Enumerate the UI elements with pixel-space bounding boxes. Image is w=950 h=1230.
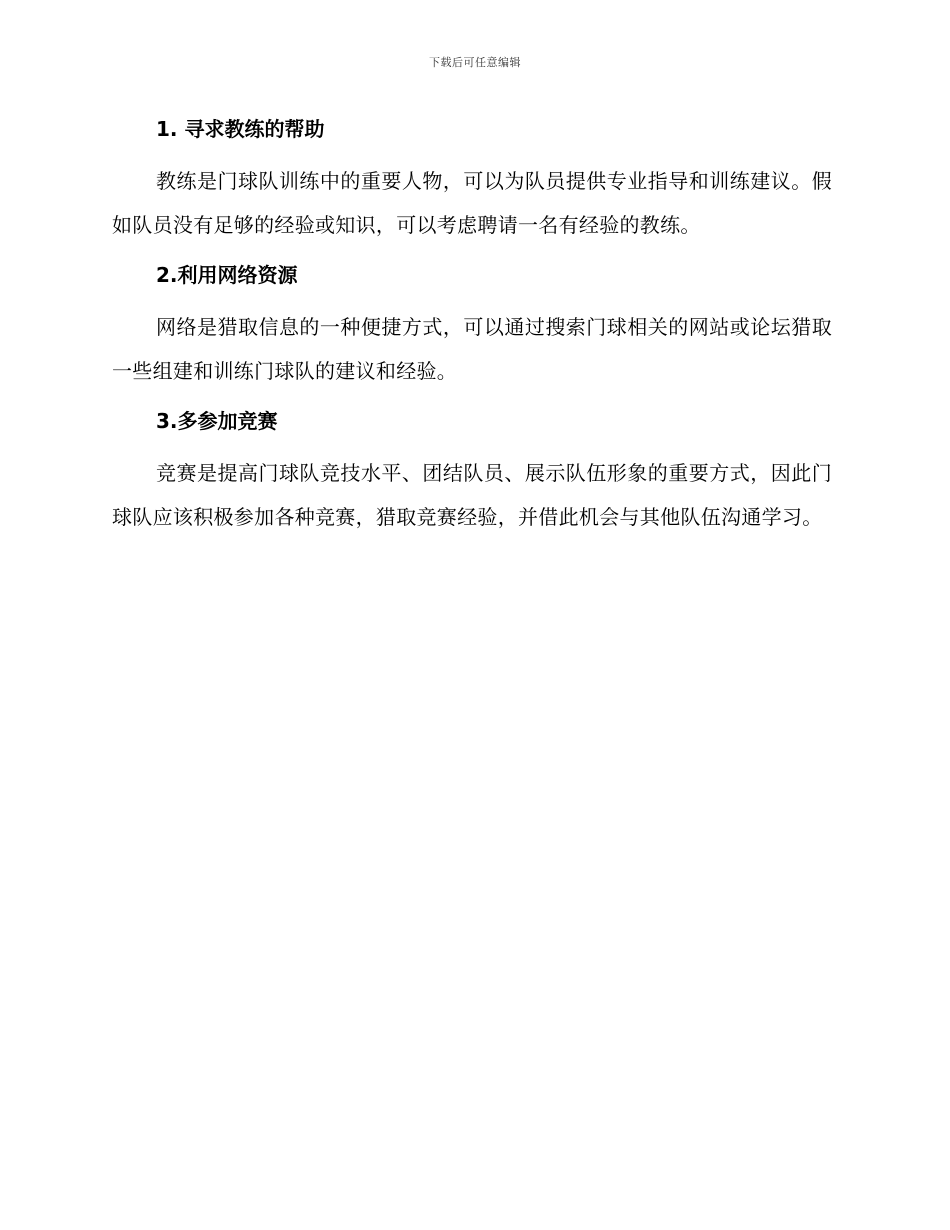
section-paragraph: 教练是门球队训练中的重要人物，可以为队员提供专业指导和训练建议。假如队员没有足够的经验或知识，可以考虑聘请一名有经验的教练。 xyxy=(112,169,832,237)
section-competitions xyxy=(112,402,832,539)
section-paragraph: 网络是猎取信息的一种便捷方式，可以通过搜索门球相关的网站或论坛猎取一些组建和训练门球队的建议和经验。 xyxy=(112,315,832,383)
section-heading: 3.多参加竞赛 xyxy=(156,409,278,433)
section-network-resources xyxy=(112,256,832,393)
page-header-note: 下载后可任意编辑 xyxy=(429,56,521,69)
section-paragraph: 竞赛是提高门球队竞技水平、团结队员、展示队伍形象的重要方式，因此门球队应该积极参加各种竞赛，猎取竞赛经验，并借此机会与其他队伍沟通学习。 xyxy=(112,461,832,529)
section-heading: 1. 寻求教练的帮助 xyxy=(156,117,325,141)
document-content xyxy=(112,110,832,539)
section-coach-help xyxy=(112,110,832,247)
section-heading: 2.利用网络资源 xyxy=(156,263,298,287)
